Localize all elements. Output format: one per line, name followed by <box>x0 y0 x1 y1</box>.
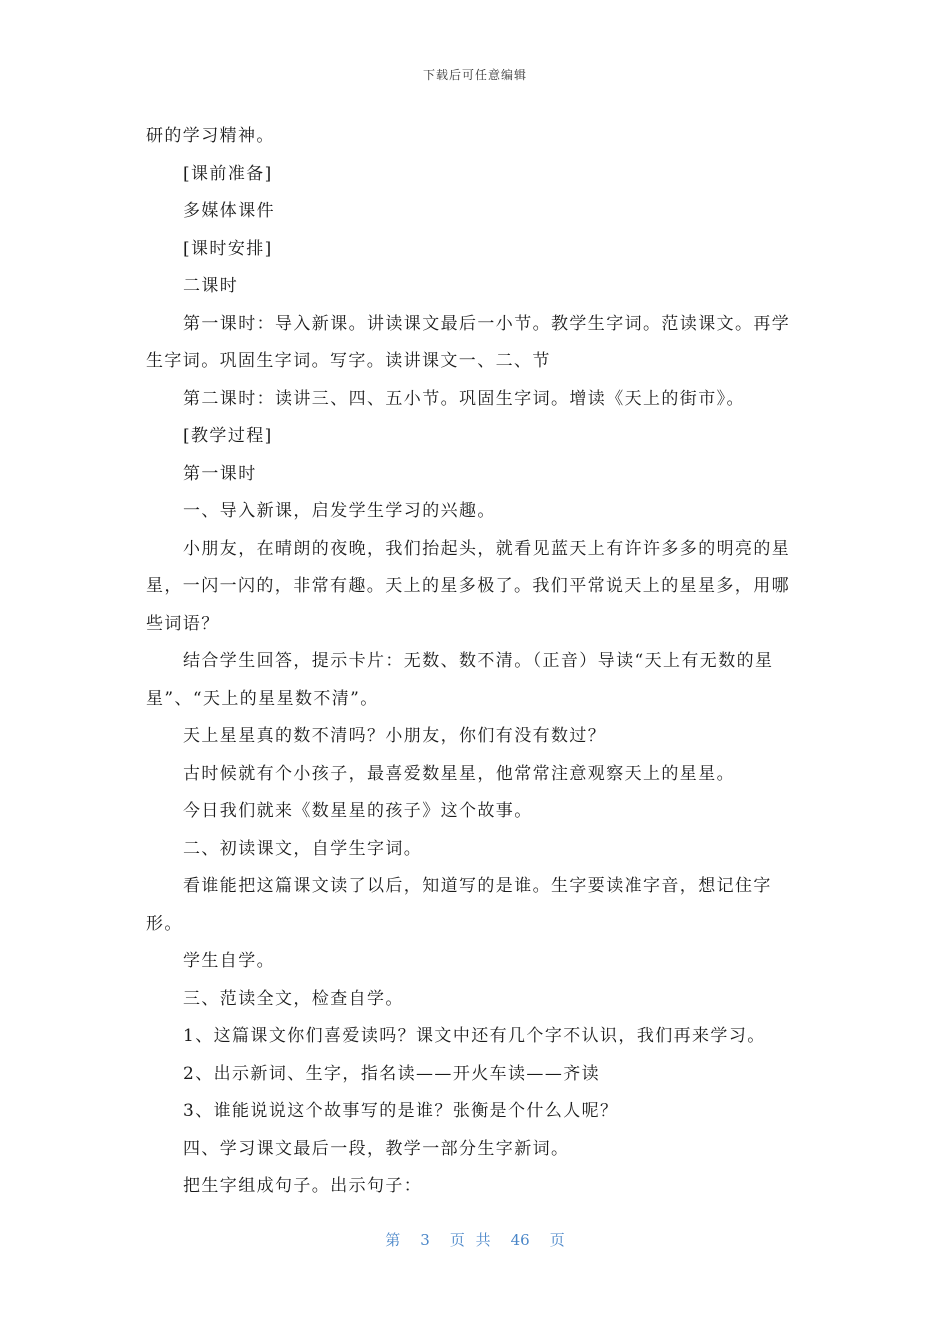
paragraph: [教学过程] <box>183 426 273 446</box>
paragraph: 古时候就有个小孩子，最喜爱数星星，他常常注意观察天上的星星。 <box>183 763 735 784</box>
footer-current-page: 3 <box>420 1231 430 1249</box>
paragraph: 学生自学。 <box>183 951 275 971</box>
paragraph: 1、这篇课文你们喜爱读吗？课文中还有几个字不认识，我们再来学习。 <box>183 1026 766 1046</box>
paragraph: [课时安排] <box>183 238 273 259</box>
paragraph: 四、学习课文最后一段，教学一部分生字新词。 <box>183 1138 570 1159</box>
paragraph: 第一课时：导入新课。讲读课文最后一小节。教学生字词。范读课文。再学生字词。巩固生字词。写字。读讲课文一、二、节 <box>146 313 791 371</box>
paragraph: 小朋友，在晴朗的夜晚，我们抬起头，就看见蓝天上有许许多多的明亮的星星，一闪一闪的，非常有趣。天上的星多极了。我们平常说天上的星星多，用哪些词语？ <box>146 538 791 634</box>
footer-prefix: 第 <box>385 1231 401 1249</box>
paragraph: 第二课时：读讲三、四、五小节。巩固生字词。增读《天上的街市》。 <box>183 388 745 409</box>
paragraph: 今日我们就来《数星星的孩子》这个故事。 <box>183 801 533 821</box>
paragraph: 把生字组成句子。出示句子： <box>183 1176 423 1196</box>
paragraph: 二、初读课文，自学生字词。 <box>183 838 423 859</box>
paragraph: 天上星星真的数不清吗？小朋友，你们有没有数过？ <box>183 726 607 746</box>
paragraph: 研的学习精神。 <box>146 126 275 146</box>
document-body <box>146 118 806 1206</box>
footer-middle: 页 共 <box>449 1231 491 1249</box>
footer-total-pages: 46 <box>510 1231 530 1249</box>
page-header: 下载后可任意编辑 <box>422 68 527 82</box>
page-footer <box>0 1229 950 1250</box>
paragraph: 多媒体课件 <box>183 201 275 221</box>
paragraph: 第一课时 <box>183 463 257 484</box>
paragraph: 结合学生回答，提示卡片：无数、数不清。（正音）导读“天上有无数的星星”、“天上的星星数不清”。 <box>146 651 774 709</box>
paragraph: 二课时 <box>183 276 239 296</box>
paragraph: 3、谁能说说这个故事写的是谁？张衡是个什么人呢？ <box>183 1101 619 1121</box>
paragraph: 三、范读全文，检查自学。 <box>183 988 404 1009</box>
paragraph: 一、导入新课，启发学生学习的兴趣。 <box>183 501 496 521</box>
paragraph: 看谁能把这篇课文读了以后，知道写的是谁。生字要读准字音，想记住字形。 <box>146 876 772 934</box>
footer-suffix: 页 <box>549 1231 565 1249</box>
paragraph: [课前准备] <box>183 163 273 184</box>
paragraph: 2、出示新词、生字，指名读——开火车读——齐读 <box>183 1063 601 1084</box>
